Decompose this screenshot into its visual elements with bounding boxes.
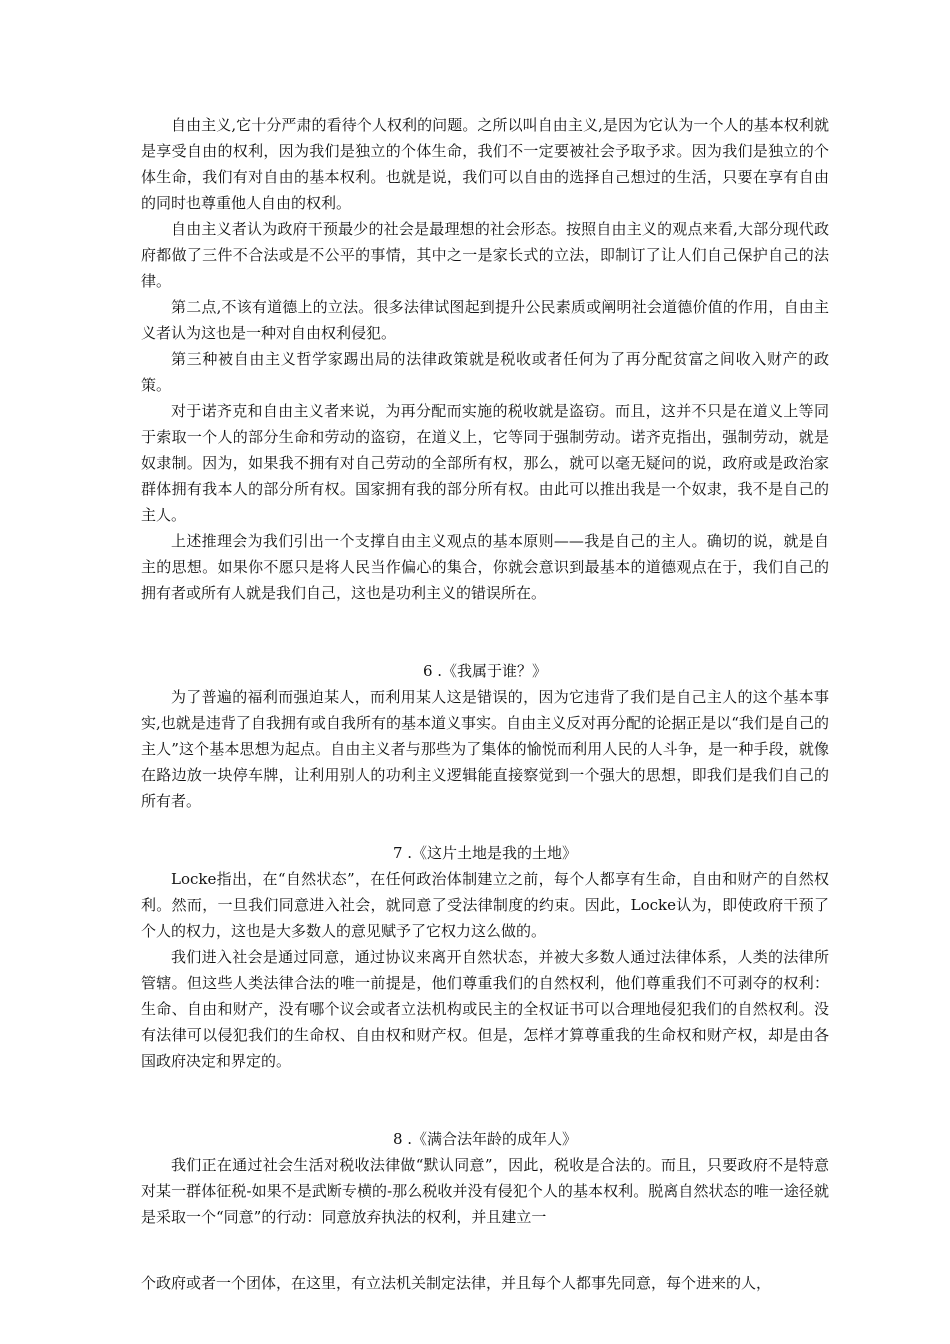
section-gap bbox=[141, 606, 829, 658]
section-8 bbox=[141, 1126, 829, 1230]
intro-section bbox=[141, 112, 829, 606]
paragraph: 上述推理会为我们引出一个支撑自由主义观点的基本原则——我是自己的主人。确切的说，就是自主的思想。如果你不愿只是将人民当作偏心的集合，你就会意识到最基本的道德观点在于，我们自己的拥有者或所有人就是我们自己，这也是功利主义的错误所在。 bbox=[141, 532, 829, 602]
paragraph: 第二点,不该有道德上的立法。很多法律试图起到提升公民素质或阐明社会道德价值的作用，自由主义者认为这也是一种对自由权利侵犯。 bbox=[141, 298, 829, 342]
section-6 bbox=[141, 658, 829, 814]
paragraph: 自由主义,它十分严肃的看待个人权利的问题。之所以叫自由主义,是因为它认为一个人的基本权利就是享受自由的权利，因为我们是独立的个体生命，我们不一定要被社会予取予求。因为我们是独立的个体生命，我们有对自由的基本权利。也就是说，我们可以自由的选择自己想过的生活，只要在享有自由的同时也尊重他人自由的权利。 bbox=[141, 116, 829, 212]
section-gap bbox=[141, 1074, 829, 1126]
page-break bbox=[141, 1230, 829, 1270]
section-gap bbox=[141, 814, 829, 840]
section-7 bbox=[141, 840, 829, 1074]
continued-paragraph: 个政府或者一个团体，在这里，有立法机关制定法律，并且每个人都事先同意，每个进来的人， bbox=[141, 1274, 772, 1292]
paragraph: 第三种被自由主义哲学家踢出局的法律政策就是税收或者任何为了再分配贫富之间收入财产的政策。 bbox=[141, 350, 829, 394]
document-page bbox=[141, 112, 829, 1296]
paragraph: 为了普遍的福利而强迫某人，而利用某人这是错误的，因为它违背了我们是自己主人的这个基本事实,也就是违背了自我拥有或自我所有的基本道义事实。自由主义反对再分配的论据正是以“我们是自己的主人”这个基本思想为起点。自由主义者与那些为了集体的愉悦而利用人民的人斗争，是一种手段，就像在路边放一块停车牌，让利用别人的功利主义逻辑能直接察觉到一个强大的思想，即我们是我们自己的所有者。 bbox=[141, 688, 829, 810]
paragraph: 自由主义者认为政府干预最少的社会是最理想的社会形态。按照自由主义的观点来看,大部分现代政府都做了三件不合法或是不公平的事情，其中之一是家长式的立法，即制订了让人们自己保护自己的法律。 bbox=[141, 220, 829, 290]
paragraph: Locke指出，在“自然状态”，在任何政治体制建立之前，每个人都享有生命，自由和财产的自然权利。然而，一旦我们同意进入社会，就同意了受法律制度的约束。因此，Locke认为，即使政府干预了个人的权力，这也是大多数人的意见赋予了它权力这么做的。 bbox=[141, 870, 829, 940]
paragraph: 我们正在通过社会生活对税收法律做“默认同意”，因此，税收是合法的。而且，只要政府不是特意对某一群体征税-如果不是武断专横的-那么税收并没有侵犯个人的基本权利。脱离自然状态的唯一途径就是采取一个“同意”的行动：同意放弃执法的权利，并且建立一 bbox=[141, 1156, 829, 1226]
paragraph: 对于诺齐克和自由主义者来说，为再分配而实施的税收就是盗窃。而且，这并不只是在道义上等同于索取一个人的部分生命和劳动的盗窃，在道义上，它等同于强制劳动。诺齐克指出，强制劳动，就是奴隶制。因为，如果我不拥有对自己劳动的全部所有权，那么，就可以毫无疑问的说，政府或是政治家群体拥有我本人的部分所有权。国家拥有我的部分所有权。由此可以推出我是一个奴隶，我不是自己的主人。 bbox=[141, 402, 829, 524]
section-heading: 8 .《满合法年龄的成年人》 bbox=[392, 1130, 578, 1148]
section-heading: 6 .《我属于谁？》 bbox=[422, 662, 548, 680]
section-heading: 7 .《这片土地是我的土地》 bbox=[392, 844, 578, 862]
paragraph: 我们进入社会是通过同意，通过协议来离开自然状态，并被大多数人通过法律体系，人类的法律所管辖。但这些人类法律合法的唯一前提是，他们尊重我们的自然权利，他们尊重我们不可剥夺的权利：生命、自由和财产，没有哪个议会或者立法机构或民主的全权证书可以合理地侵犯我们的自然权利。没有法律可以侵犯我们的生命权、自由权和财产权。但是，怎样才算尊重我的生命权和财产权，却是由各国政府决定和界定的。 bbox=[141, 948, 829, 1070]
